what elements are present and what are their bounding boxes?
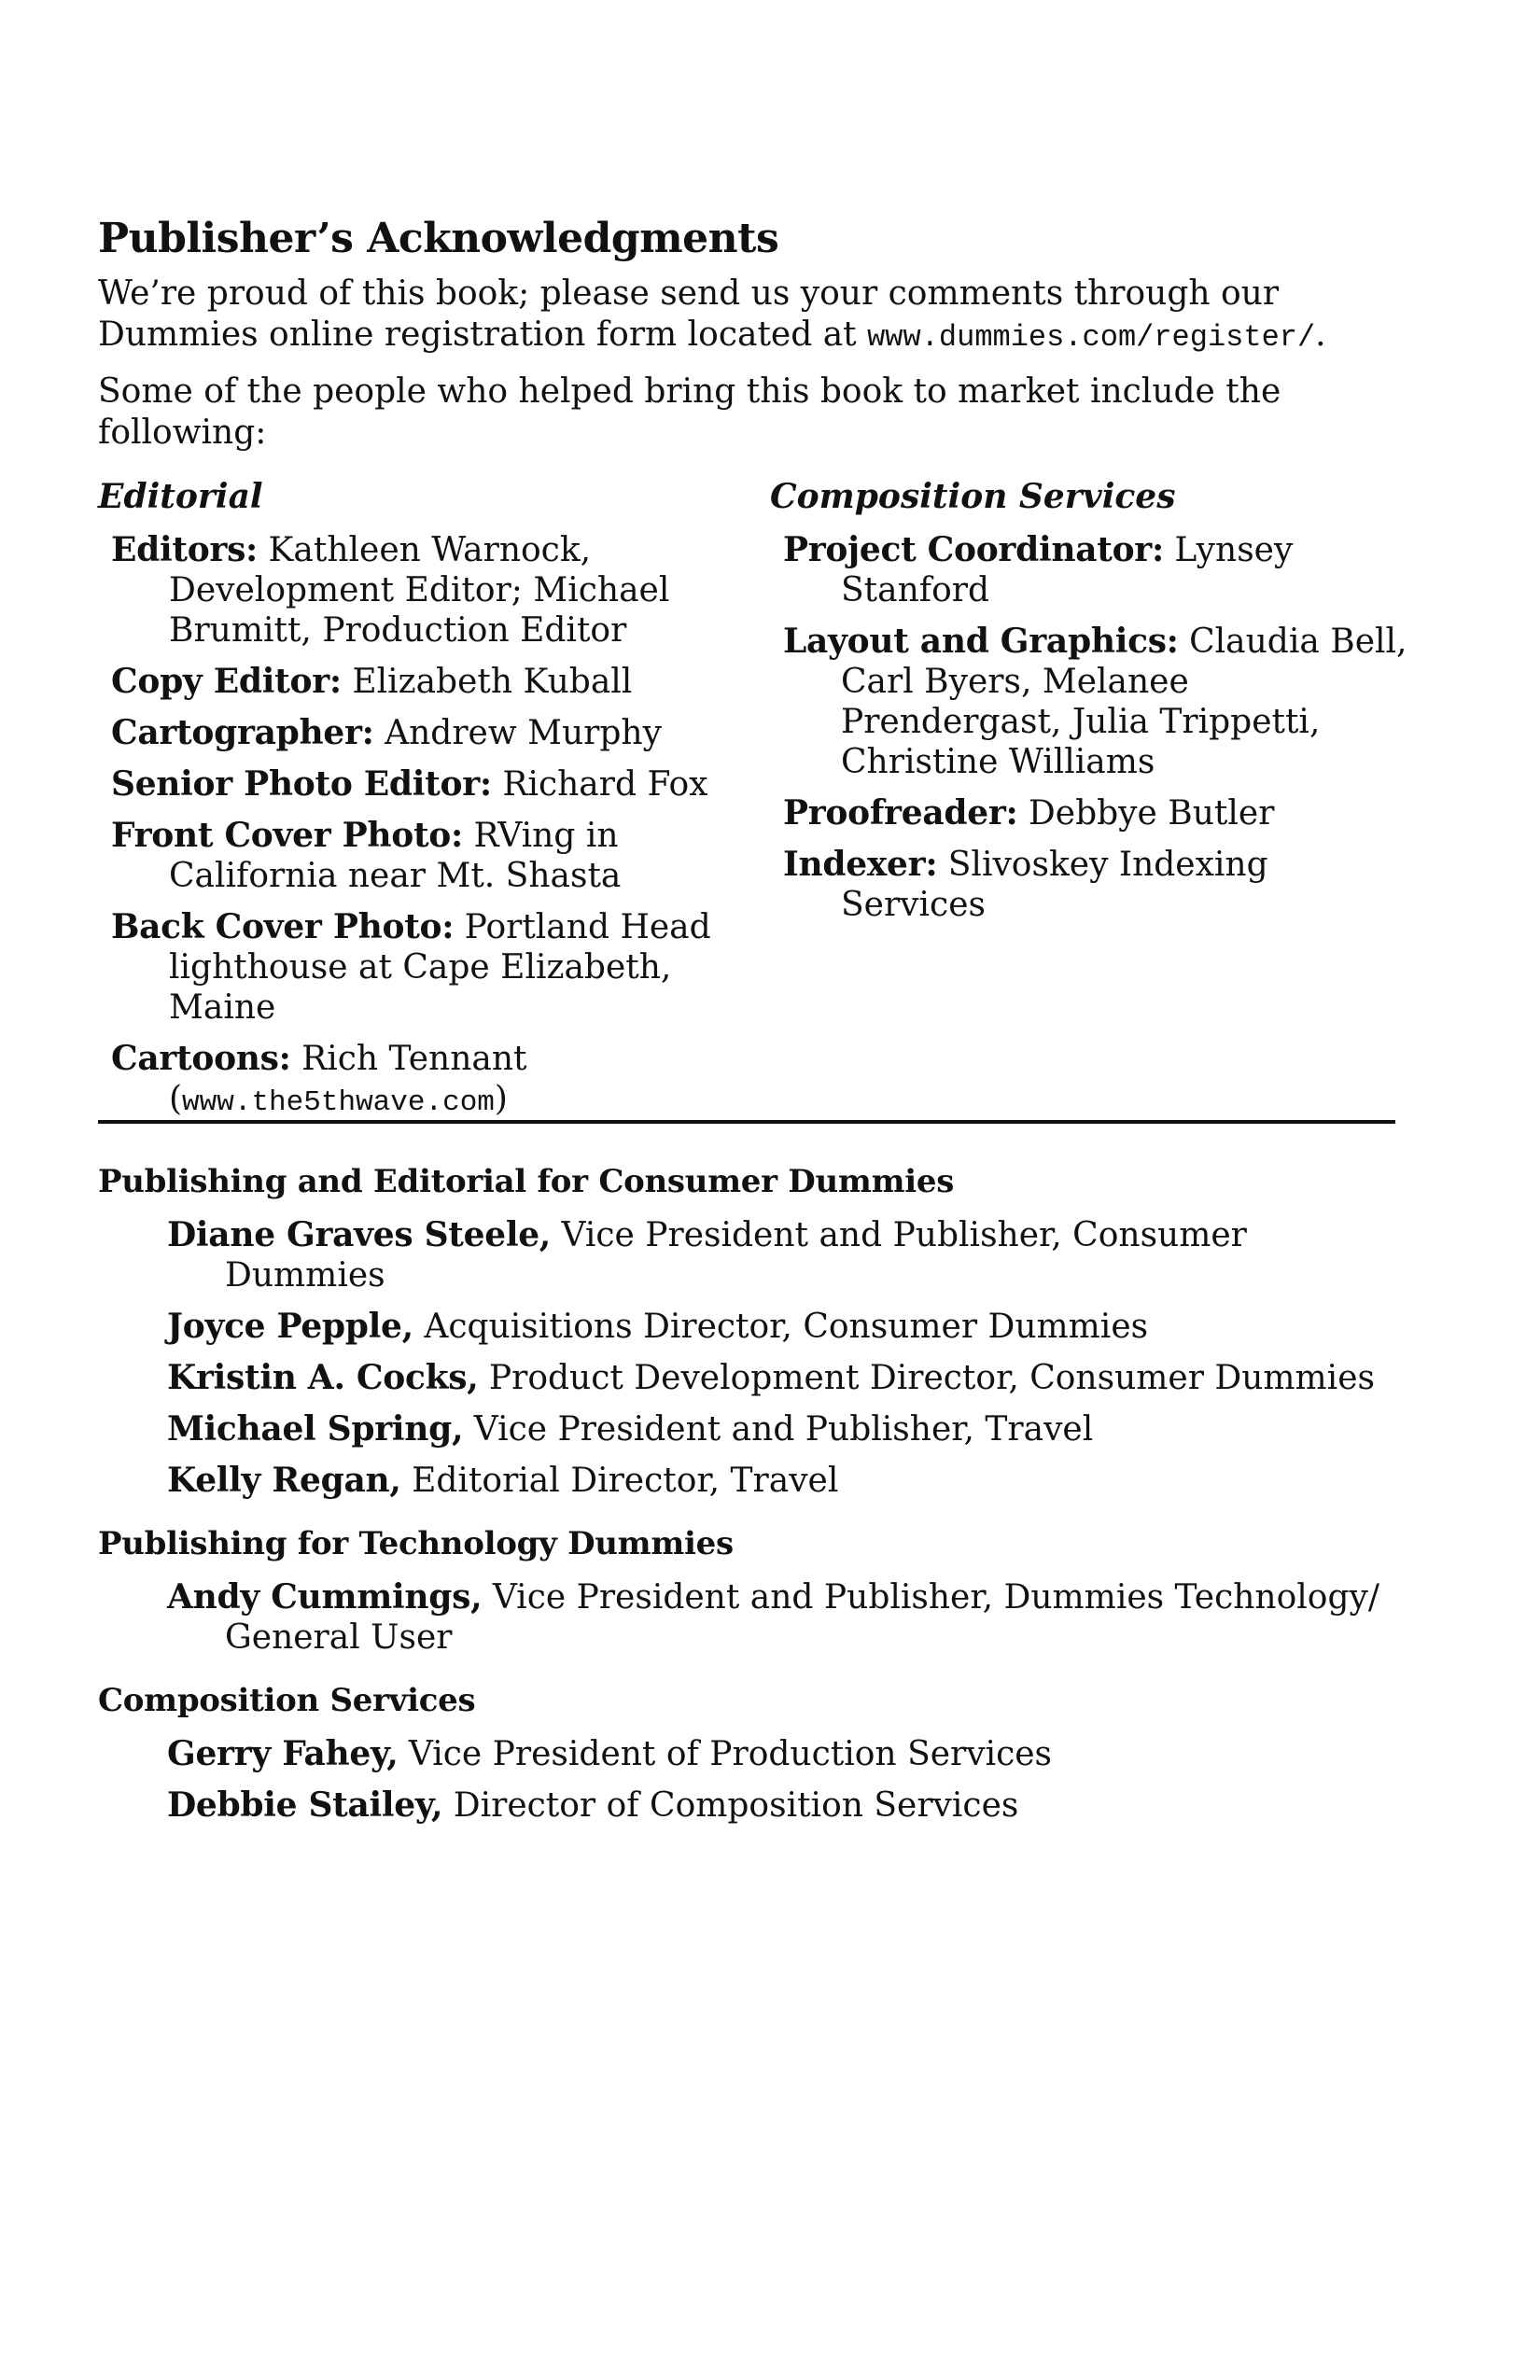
credit-role: Front Cover Photo: (111, 815, 464, 855)
cartoon-link[interactable]: www.the5thwave.com (182, 1085, 495, 1119)
credit-role: Layout and Graphics: (783, 621, 1179, 661)
credit-text: Lynsey Stanford (841, 530, 1294, 609)
credit-text: Portland Head lighthouse at Cape Elizabeth, Maine (169, 907, 711, 1027)
credit-entry (783, 793, 1414, 833)
staff-entry (167, 1785, 1392, 1826)
credit-text: Slivoskey Indexing Services (841, 845, 1268, 924)
staff-title: Vice President and Publisher, Travel (463, 1409, 1094, 1449)
composition-column (770, 476, 1414, 936)
staff-title: Director of Composition Services (442, 1785, 1019, 1825)
staff-title: Vice President of Production Services (398, 1734, 1053, 1773)
staff-title: Vice President and Publisher, Consumer Dummies (225, 1215, 1247, 1295)
staff-name: Andy Cummings, (167, 1576, 483, 1617)
credit-entry (111, 816, 751, 896)
group-heading: Publishing and Editorial for Consumer Dummies (98, 1162, 955, 1200)
composition-heading: Composition Services (770, 476, 1176, 516)
group-heading: Composition Services (98, 1681, 476, 1719)
credit-text: Rich Tennant (290, 1039, 527, 1078)
credit-text: RVing in California near Mt. Shasta (169, 816, 622, 895)
staff-name: Gerry Fahey, (167, 1733, 399, 1773)
credit-role: Senior Photo Editor: (111, 763, 492, 804)
credit-entry (111, 713, 751, 753)
credit-entry (111, 907, 751, 1028)
intro-end: . (1315, 315, 1326, 354)
credit-role: Editors: (111, 529, 259, 569)
credit-role: Cartographer: (111, 712, 374, 752)
credit-text: Kathleen Warnock, Development Editor; Michael Brumitt, Production Editor (169, 530, 670, 650)
staff-entry (167, 1215, 1392, 1295)
staff-name: Kelly Regan, (167, 1460, 401, 1500)
staff-entry (167, 1577, 1392, 1658)
credit-entry (111, 662, 751, 702)
credit-text: Richard Fox (491, 764, 708, 804)
credit-role: Indexer: (783, 844, 938, 884)
staff-title: Acquisitions Director, Consumer Dummies (413, 1307, 1149, 1346)
credit-entry (783, 622, 1414, 782)
staff-entry (167, 1409, 1392, 1449)
credits-columns (98, 476, 1407, 1120)
credit-entry: Cartoons: Rich Tennant (www.the5thwave.com) (111, 1038, 527, 1119)
credit-entry (783, 530, 1414, 610)
credit-role: Proofreader: (783, 792, 1018, 833)
staff-title: Vice President and Publisher, Dummies Technology/ General User (225, 1577, 1379, 1657)
intro-text: We’re proud of this book; please send us your comments through our Dummies online registration form located at (98, 273, 1280, 354)
credit-entry (111, 530, 751, 651)
intro-line-2: Some of the people who helped bring this book to market include the following: (98, 371, 1281, 452)
staff-name: Kristin A. Cocks, (167, 1357, 479, 1397)
credit-role: Copy Editor: (111, 661, 342, 701)
credit-role: Back Cover Photo: (111, 906, 455, 946)
credit-text: Elizabeth Kuball (341, 662, 633, 701)
staff-name: Diane Graves Steele, (167, 1214, 552, 1254)
staff-name: Michael Spring, (167, 1408, 464, 1449)
staff-name: Joyce Pepple, (167, 1306, 413, 1346)
editorial-column (98, 476, 751, 1134)
staff-name: Debbie Stailey, (167, 1785, 443, 1825)
editorial-heading: Editorial (98, 476, 263, 516)
credit-text: Andrew Murphy (373, 713, 662, 752)
registration-link[interactable]: www.dummies.com/register/ (867, 319, 1316, 355)
credit-entry (783, 845, 1414, 925)
acknowledgments-page (98, 215, 1407, 1837)
group-heading: Publishing for Technology Dummies (98, 1524, 734, 1562)
credit-role: Cartoons: (111, 1038, 291, 1078)
staff-entry (167, 1461, 1392, 1501)
staff-title: Editorial Director, Travel (400, 1461, 839, 1500)
credit-text: Debbye Butler (1017, 793, 1275, 833)
staff-title: Product Development Director, Consumer Dummies (478, 1358, 1375, 1397)
intro-paragraph (98, 273, 1400, 358)
staff-entry (167, 1307, 1392, 1347)
credit-entry (111, 764, 751, 805)
credit-text: Claudia Bell, Carl Byers, Melanee Prendergast, Julia Trippetti, Christine Williams (841, 622, 1407, 781)
page-title: Publisher’s Acknowledgments (98, 215, 779, 262)
staff-entry (167, 1734, 1392, 1774)
staff-entry (167, 1358, 1392, 1398)
credit-role: Project Coordinator: (783, 529, 1164, 569)
